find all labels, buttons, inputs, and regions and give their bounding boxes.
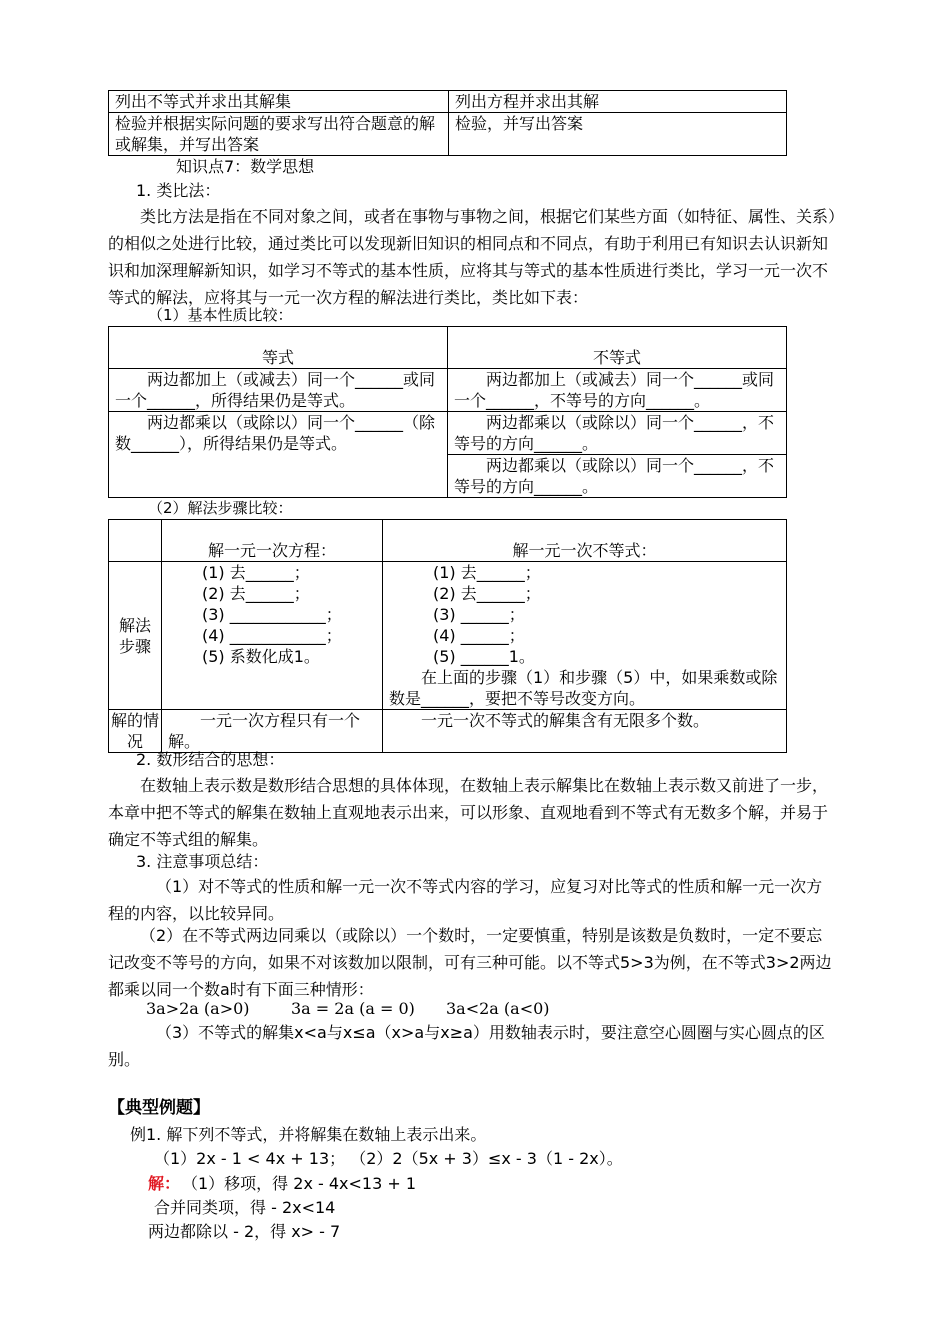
solution-label: 解： [148,1174,181,1193]
ineq-step: (2) 去______； [433,584,541,603]
t1-ineq-row2: 两边都乘以（或除以）同一个______，不等号的方向______。 [448,412,787,455]
t2-ineq-solution: 一元一次不等式的解集含有无限多个数。 [383,710,787,753]
top-table-cell: 列出不等式并求出其解集 [109,91,449,113]
t1-head-eq: 等式 [109,327,448,369]
t2-row2-label: 解的情况 [109,710,162,753]
note-1: （1）对不等式的性质和解一元一次不等式内容的学习，应复习对比等式的性质和解一元一次方程的内容，以比较异同。 [108,877,823,923]
kp7-title: 知识点7：数学思想 [176,157,315,176]
ineq-note: 在上面的步骤（1）和步骤（5）中，如果乘数或除数是______，要把不等号改变方向。 [389,668,778,708]
t1-head-ineq: 不等式 [448,327,787,369]
analogy-paragraph: 类比方法是指在不同对象之间，或者在事物与事物之间，根据它们某些方面（如特征、属性、关系）的相似之处进行比较，通过类比可以发现新旧知识的相同点和不同点，有助于利用已有知识去认识新知识和加深理解新知识，如学习不等式的基本性质，应将其与等式的基本性质进行类比，学习一元一次不等式的解法，应将其与一元一次方程的解法进行类比，类比如下表： [108,207,837,307]
ineq-step: (5) ______1。 [433,647,535,666]
ineq-step: (4) ______； [433,626,525,645]
number-line-paragraph: 在数轴上表示数是数形结合思想的具体体现，在数轴上表示解集比在数轴上表示数又前进了一步，本章中把不等式的解集在数轴上直观地表示出来，可以形象、直观地看到不等式有无数多个解，并易于确定不等式组的解集。 [108,776,829,849]
t2-eq-steps [162,562,383,710]
ineq-step: (1) 去______； [433,563,541,582]
steps-comparison-table [108,519,787,753]
case-2: 3a = 2a (a = 0) [291,999,415,1018]
note-2: （2）在不等式两边同乘以（或除以）一个数时，一定要慎重，特别是该数是负数时，一定不要忘记改变不等号的方向，如果不对该数加以限制，可有三种可能。以不等式5>3为例，在不等式3>2两边都乘以同一个数a时有下面三种情形： [108,926,832,999]
top-table-cell: 列出方程并求出其解 [449,91,787,113]
examples-title: 【典型例题】 [108,1098,210,1118]
t1-eq-row1: 两边都加上（或减去）同一个______或同一个______，所得结果仍是等式。 [109,369,448,412]
t2-eq-solution: 一元一次方程只有一个解。 [162,710,383,753]
case-3: 3a<2a (a<0) [446,999,550,1018]
t1-ineq-row3: 两边都乘以（或除以）同一个______，不等号的方向______。 [448,455,787,498]
eq-step: (1) 去______； [202,563,310,582]
eq-step: (2) 去______； [202,584,310,603]
t2-head-ineq: 解一元一次不等式： [383,520,787,562]
t2-corner [109,520,162,562]
solution-line-2: 合并同类项，得 - 2x<14 [154,1198,336,1217]
table1-caption: （1）基本性质比较： [148,306,293,324]
solution-line-3: 两边都除以 - 2，得 x> - 7 [148,1222,341,1241]
t2-ineq-steps [383,562,787,710]
section-1-title: 1. 类比法： [136,181,221,200]
eq-step: (3) ____________； [202,605,342,624]
t1-eq-row2: 两边都乘以（或除以）同一个______（除数______），所得结果仍是等式。 [109,412,448,498]
eq-step: (5) 系数化成1。 [202,647,320,666]
t2-head-eq: 解一元一次方程： [162,520,383,562]
property-comparison-table [108,326,787,498]
section-3-title: 3. 注意事项总结： [136,852,269,871]
example-1-problems: （1）2x - 1 < 4x + 13； （2）2（5x + 3）≤x - 3（1 - 2x）。 [154,1149,623,1168]
eq-step: (4) ____________； [202,626,342,645]
solution-line-1: （1）移项，得 2x - 4x<13 + 1 [182,1174,417,1193]
section-2-title: 2. 数形结合的思想： [136,750,285,769]
top-table-cell: 检验，并写出答案 [449,113,787,156]
t2-row1-label: 解法步骤 [109,562,162,710]
case-1: 3a>2a (a>0) [146,999,250,1018]
ineq-step: (3) ______； [433,605,525,624]
top-table-cell: 检验并根据实际问题的要求写出符合题意的解或解集，并写出答案 [109,113,449,156]
table2-caption: （2）解法步骤比较： [148,499,293,517]
example-1-title: 例1. 解下列不等式，并将解集在数轴上表示出来。 [130,1125,487,1144]
top-table [108,90,787,156]
t1-ineq-row1: 两边都加上（或减去）同一个______或同一个______，不等号的方向______。 [448,369,787,412]
note-3: （3）不等式的解集x<a与x≤a（x>a与x≥a）用数轴表示时，要注意空心圆圈与实心圆点的区别。 [108,1023,825,1069]
